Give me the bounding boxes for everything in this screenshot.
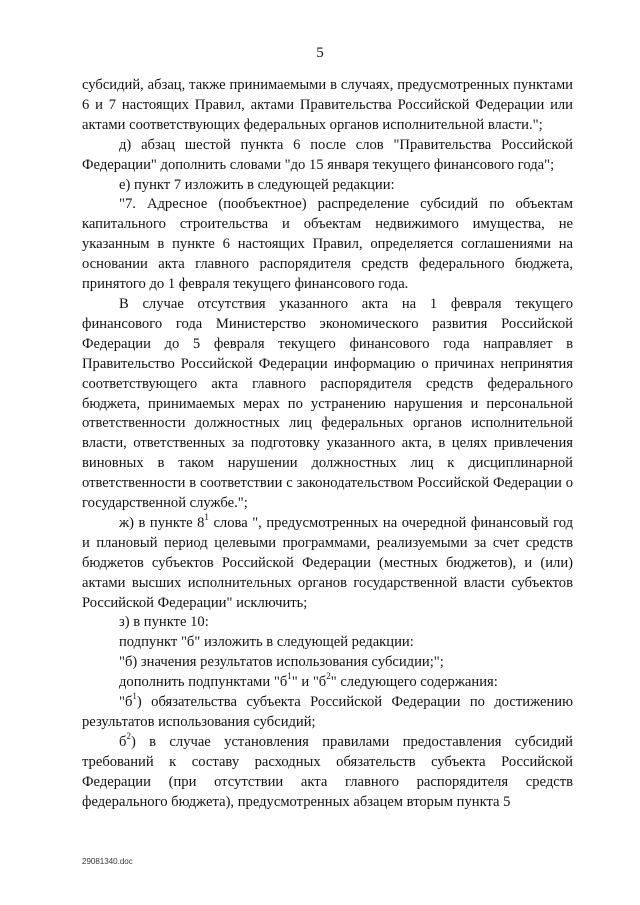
footer-filename: 29081340.doc xyxy=(82,857,133,866)
paragraph-p5 xyxy=(82,295,573,514)
paragraph-text: з) в пункте 10: xyxy=(119,614,209,631)
paragraph-text: субсидий, абзац, также принимаемыми в случаях, предусмотренных пунктами 6 и 7 настоящих Правил, актами Правительства Российской Федерации или актами соответствующих федеральных органов исполнительной власти."; xyxy=(82,77,573,133)
paragraph-text: В случае отсутствия указанного акта на 1 февраля текущего финансового года Министерство экономического развития Российской Федерации до 5 февраля текущего финансового года направляет в Правительство Российской Федерации информацию о причинах непринятия соответствующего акта главного распорядителя средств федерального бюджета, принимаемых мерах по устранению нарушения и персональной ответственности должностных лиц федеральных органов исполнительной власти, ответственных за подготовку указанного акта, в целях привлечения виновных в таком нарушении должностных лиц к дисциплинарной ответственности в соответствии с законодательством Российской Федерации о государственной службе."; xyxy=(82,295,573,512)
paragraph-text: е) пункт 7 изложить в следующей редакции: xyxy=(119,176,395,193)
paragraph-text: д) абзац шестой пункта 6 после слов "Правительства Российской Федерации" дополнить словами "до 15 января текущего финансового года"; xyxy=(82,136,573,173)
superscript: 2 xyxy=(126,731,131,742)
paragraph-text: ) обязательства субъекта Российской Федерации по достижению результатов использования субсидий; xyxy=(82,694,573,730)
paragraph-text: " и "б xyxy=(291,674,327,691)
paragraph-p4 xyxy=(82,195,573,295)
paragraph-text: подпункт "б" изложить в следующей редакции: xyxy=(119,634,414,651)
paragraph-text: "б) значения результатов использования субсидии;"; xyxy=(119,654,444,671)
paragraph-text: б xyxy=(119,733,127,750)
paragraph-p7 xyxy=(82,613,573,633)
paragraph-text: ) в случае установления правилами предоставления субсидий требований к составу расходных обязательств субъекта Российской Федерации (при отсутствии акта главного распорядителя средств федерального бюджета), предусмотренных абзацем вторым пункта 5 xyxy=(82,733,573,810)
paragraph-p1 xyxy=(82,76,573,136)
paragraph-p8 xyxy=(82,633,573,653)
paragraph-text: " следующего содержания: xyxy=(330,674,498,691)
superscript: 1 xyxy=(287,671,292,682)
paragraph-text: ж) в пункте 8 xyxy=(119,514,205,531)
paragraph-text: "б xyxy=(119,694,133,711)
paragraph-p6 xyxy=(82,514,573,614)
page-number: 5 xyxy=(316,45,324,61)
superscript: 2 xyxy=(326,671,331,682)
document-body xyxy=(82,76,573,813)
superscript: 1 xyxy=(204,512,209,523)
paragraph-text: "7. Адресное (пообъектное) распределение субсидий по объектам капитального строительства и объектам недвижимого имущества, не указанным в пункте 6 настоящих Правил, определяется соглашениями на основании акта главного распорядителя средств федерального бюджета, принятого до 1 февраля текущего финансового года. xyxy=(82,196,573,293)
paragraph-p3 xyxy=(82,176,573,196)
paragraph-text: дополнить подпунктами "б xyxy=(119,674,288,691)
paragraph-p11 xyxy=(82,693,573,733)
paragraph-p2 xyxy=(82,136,573,176)
superscript: 1 xyxy=(132,691,137,702)
paragraph-p10 xyxy=(82,673,573,693)
paragraph-text: слова ", предусмотренных на очередной финансовый год и плановый период целевыми программами, реализуемыми за счет средств бюджетов субъектов Российской Федерации (местных бюджетов), и (или) актами высших исполнительных органов государственной власти субъектов Российской Федерации" исключить; xyxy=(82,514,574,611)
paragraph-p12 xyxy=(82,733,573,813)
